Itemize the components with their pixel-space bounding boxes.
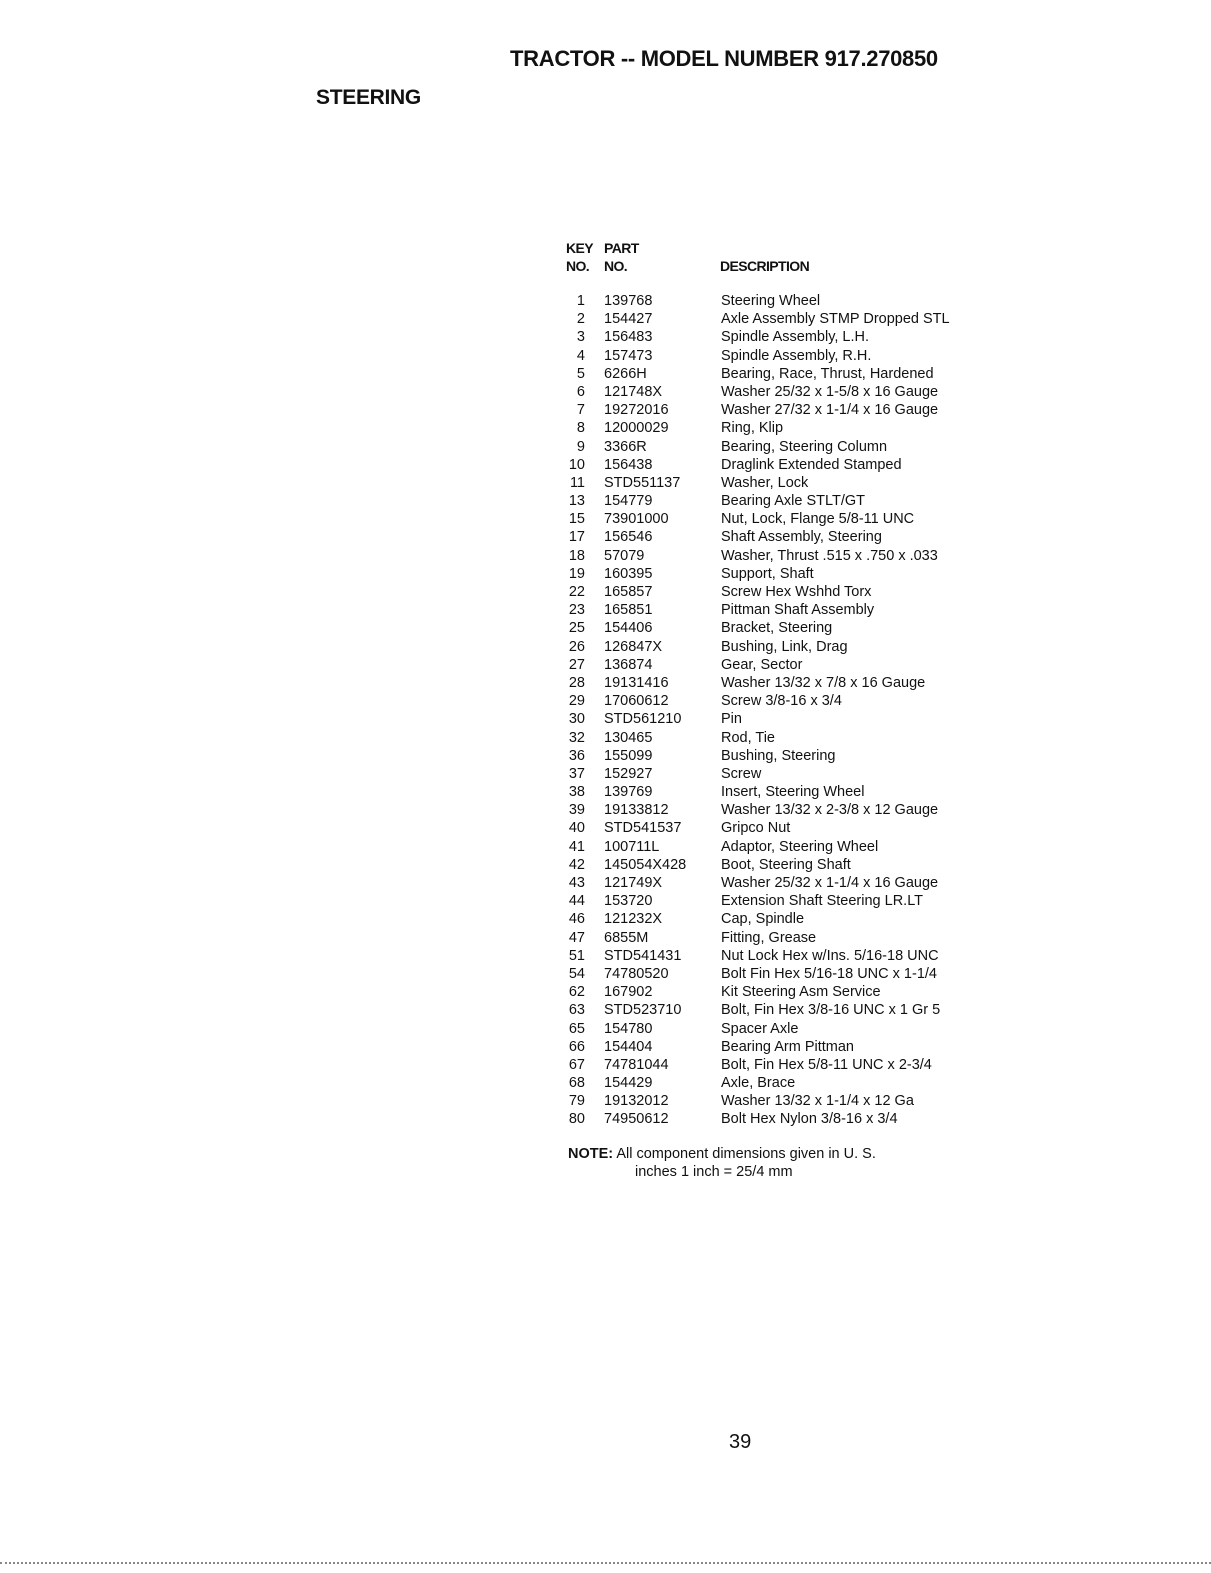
page-title: TRACTOR -- MODEL NUMBER 917.270850: [510, 46, 938, 71]
part-description: Bracket, Steering: [721, 620, 833, 637]
part-description: Washer, Thrust .515 x .750 x .033: [721, 547, 938, 564]
part-number: 74781044: [604, 1056, 669, 1073]
note-text-line2: inches 1 inch = 25/4 mm: [635, 1164, 793, 1180]
part-column-header-line1: PART: [604, 240, 639, 256]
part-description: Pin: [721, 711, 742, 728]
part-number: 167902: [604, 984, 653, 1001]
key-number: 38: [568, 784, 585, 801]
part-number: 126847X: [604, 638, 663, 655]
part-description: Washer 13/32 x 1-1/4 x 12 Ga: [721, 1093, 914, 1110]
bottom-rule: [0, 1562, 1211, 1564]
part-number: 165851: [604, 602, 653, 619]
part-number: 12000029: [604, 420, 669, 437]
key-number: 11: [569, 474, 585, 491]
key-number: 26: [568, 638, 585, 655]
part-number: 153720: [604, 893, 653, 910]
key-number: 6: [576, 383, 585, 400]
part-number: 6266H: [604, 365, 647, 382]
part-description: Spindle Assembly, R.H.: [721, 347, 872, 364]
part-number: 19272016: [604, 402, 669, 419]
part-description: Cap, Spindle: [721, 911, 805, 928]
part-description: Spindle Assembly, L.H.: [721, 329, 870, 346]
part-number: 17060612: [604, 693, 669, 710]
part-description: Adaptor, Steering Wheel: [721, 838, 879, 855]
key-number: 8: [576, 420, 585, 437]
part-number: 121749X: [604, 875, 663, 891]
key-number: 18: [568, 547, 585, 564]
key-number: 29: [568, 693, 585, 710]
key-number: 39: [568, 802, 585, 819]
part-description: Boot, Steering Shaft: [721, 856, 851, 873]
part-description: Bolt, Fin Hex 3/8-16 UNC x 1 Gr 5: [721, 1002, 941, 1019]
key-number: 37: [568, 765, 585, 782]
key-column-header-line2: NO.: [566, 258, 590, 274]
part-number: 74780520: [604, 965, 669, 982]
part-description: Washer 27/32 x 1-1/4 x 16 Gauge: [721, 402, 939, 419]
part-number: 100711L: [604, 838, 660, 855]
part-number: 121232X: [604, 911, 663, 928]
key-number: 80: [568, 1111, 585, 1128]
part-description: Bearing Axle STLT/GT: [721, 493, 865, 510]
part-number: 6855M: [604, 929, 649, 946]
key-number: 62: [568, 984, 585, 1001]
part-description: Axle, Brace: [721, 1075, 796, 1092]
part-description: Bearing, Steering Column: [721, 438, 888, 455]
part-number: 121748X: [604, 383, 663, 400]
part-description: Axle Assembly STMP Dropped STL: [721, 311, 950, 328]
part-description: Bearing, Race, Thrust, Hardened: [721, 365, 934, 382]
key-number: 46: [568, 911, 585, 928]
key-number: 22: [568, 584, 585, 600]
key-number: 63: [568, 1002, 585, 1019]
part-number: 3366R: [604, 438, 647, 455]
key-number: 40: [568, 820, 585, 837]
part-description: Washer 13/32 x 2-3/8 x 12 Gauge: [721, 802, 939, 819]
part-number: STD551137: [604, 474, 681, 491]
part-description: Rod, Tie: [721, 729, 775, 746]
part-number: STD523710: [604, 1002, 682, 1019]
part-number: 155099: [604, 747, 653, 764]
key-column-header-line1: KEY: [566, 240, 593, 256]
key-number: 27: [568, 656, 585, 673]
key-number: 66: [568, 1038, 585, 1055]
part-description: Insert, Steering Wheel: [721, 784, 865, 801]
part-description: Nut, Lock, Flange 5/8-11 UNC: [721, 511, 915, 528]
part-description: Washer 25/32 x 1-5/8 x 16 Gauge: [721, 383, 939, 400]
note-label: NOTE:: [568, 1146, 614, 1162]
part-description: Gear, Sector: [721, 656, 803, 673]
part-description: Screw Hex Wshhd Torx: [721, 584, 872, 600]
key-number: 79: [568, 1093, 585, 1110]
part-number: 154406: [604, 620, 653, 637]
part-number: 154404: [604, 1038, 653, 1055]
part-number: 145054X428: [604, 856, 687, 873]
key-number: 7: [576, 402, 585, 419]
description-column-header: DESCRIPTION: [720, 258, 810, 274]
part-description: Draglink Extended Stamped: [721, 456, 902, 473]
part-description: Bolt Hex Nylon 3/8-16 x 3/4: [721, 1111, 898, 1128]
part-description: Bearing Arm Pittman: [721, 1038, 854, 1055]
page-number: 39: [729, 1431, 752, 1453]
part-number: 74950612: [604, 1111, 669, 1128]
key-number: 67: [568, 1056, 585, 1073]
key-number: 4: [576, 347, 585, 364]
part-description: Support, Shaft: [721, 565, 814, 582]
part-number: 139768: [604, 293, 653, 309]
key-number: 47: [568, 929, 585, 946]
part-number: 154427: [604, 311, 653, 328]
part-number: STD541431: [604, 947, 682, 964]
key-number: 54: [568, 965, 585, 982]
part-description: Bushing, Link, Drag: [721, 638, 848, 655]
key-number: 17: [568, 529, 585, 546]
part-number: 160395: [604, 565, 653, 582]
part-description: Screw 3/8-16 x 3/4: [721, 693, 842, 710]
key-number: 2: [576, 311, 585, 328]
key-number: 36: [568, 747, 585, 764]
part-description: Screw: [721, 765, 762, 782]
key-number: 51: [568, 947, 585, 964]
part-description: Bolt Fin Hex 5/16-18 UNC x 1-1/4: [721, 965, 937, 982]
part-column-header-line2: NO.: [604, 258, 628, 274]
part-number: 130465: [604, 729, 653, 746]
key-number: 19: [568, 565, 585, 582]
part-number: 157473: [604, 347, 653, 364]
part-number: 19133812: [604, 802, 669, 819]
part-description: Washer 13/32 x 7/8 x 16 Gauge: [721, 674, 926, 691]
key-number: 5: [576, 365, 585, 382]
key-number: 41: [568, 838, 585, 855]
part-description: Bolt, Fin Hex 5/8-11 UNC x 2-3/4: [721, 1056, 932, 1073]
key-number: 43: [568, 875, 585, 891]
part-number: 152927: [604, 765, 653, 782]
key-number: 15: [568, 511, 585, 528]
key-number: 42: [568, 856, 585, 873]
part-description: Washer, Lock: [721, 474, 809, 491]
key-number: 13: [568, 493, 585, 510]
section-title: STEERING: [316, 86, 421, 109]
part-description: Steering Wheel: [721, 293, 821, 309]
part-number: 156438: [604, 456, 653, 473]
part-number: 156483: [604, 329, 653, 346]
part-description: Gripco Nut: [721, 820, 791, 837]
key-number: 65: [568, 1020, 585, 1037]
key-number: 23: [568, 602, 585, 619]
part-description: Extension Shaft Steering LR.LT: [721, 893, 924, 910]
key-number: 3: [576, 329, 585, 346]
part-description: Kit Steering Asm Service: [721, 984, 881, 1001]
part-number: 139769: [604, 784, 653, 801]
part-description: Fitting, Grease: [721, 929, 817, 946]
part-number: 19131416: [604, 674, 669, 691]
key-number: 28: [568, 674, 585, 691]
key-number: 30: [568, 711, 585, 728]
part-number: 19132012: [604, 1093, 669, 1110]
part-number: 154429: [604, 1075, 653, 1092]
key-number: 68: [568, 1075, 585, 1092]
part-number: 156546: [604, 529, 653, 546]
part-description: Washer 25/32 x 1-1/4 x 16 Gauge: [721, 875, 939, 891]
part-number: 154779: [604, 493, 653, 510]
part-number: 165857: [604, 584, 653, 600]
part-number: STD541537: [604, 820, 682, 837]
part-description: Spacer Axle: [721, 1020, 799, 1037]
part-description: Nut Lock Hex w/Ins. 5/16-18 UNC: [721, 947, 939, 964]
part-number: STD561210: [604, 711, 682, 728]
part-description: Pittman Shaft Assembly: [721, 602, 875, 619]
part-number: 154780: [604, 1020, 653, 1037]
note: [568, 1145, 876, 1163]
part-description: Ring, Klip: [721, 420, 784, 437]
key-number: 25: [568, 620, 585, 637]
note-text-line1: All component dimensions given in U. S.: [616, 1146, 876, 1162]
part-number: 136874: [604, 656, 653, 673]
key-number: 1: [576, 293, 585, 309]
part-number: 73901000: [604, 511, 669, 528]
key-number: 32: [568, 729, 585, 746]
key-number: 44: [568, 893, 585, 910]
part-description: Bushing, Steering: [721, 747, 836, 764]
part-number: 57079: [604, 547, 645, 564]
key-number: 10: [568, 456, 585, 473]
key-number: 9: [576, 438, 585, 455]
part-description: Shaft Assembly, Steering: [721, 529, 882, 546]
